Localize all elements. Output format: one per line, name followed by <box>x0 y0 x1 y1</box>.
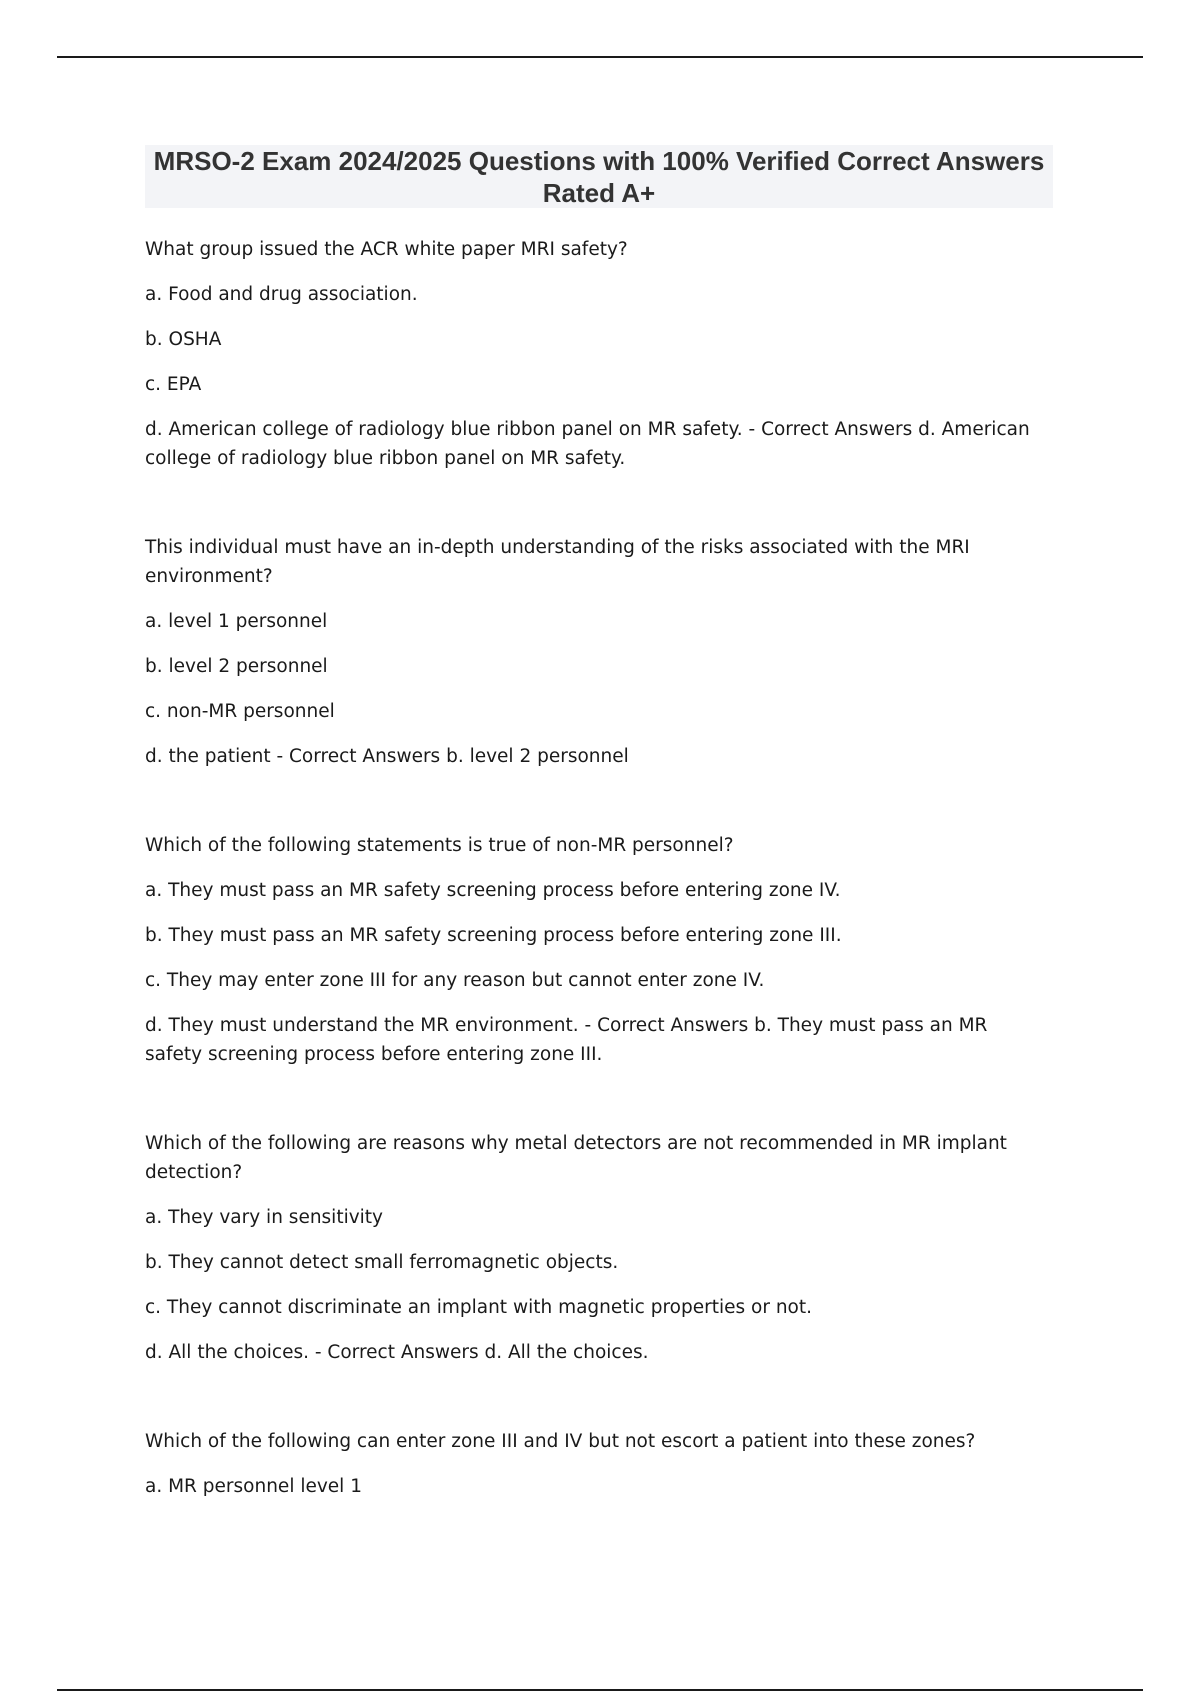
question-text: Which of the following statements is true of non-MR personnel? <box>145 835 734 856</box>
question-block <box>145 1427 1045 1501</box>
answer-option-with-correct-answer: d. American college of radiology blue ribbon panel on MR safety. - Correct Answers d. American college of radiology blue ribbon panel on MR safety. <box>145 419 1030 469</box>
question-text: What group issued the ACR white paper MRI safety? <box>145 239 628 260</box>
document-title: MRSO-2 Exam 2024/2025 Questions with 100% Verified Correct Answers Rated A+ <box>145 145 1053 208</box>
answer-option: a. They must pass an MR safety screening process before entering zone IV. <box>145 880 841 901</box>
question-text: This individual must have an in-depth understanding of the risks associated with the MRI environment? <box>145 537 970 587</box>
answer-option: b. They must pass an MR safety screening process before entering zone III. <box>145 925 842 946</box>
question-list <box>145 235 1045 1561</box>
question-text: Which of the following can enter zone III and IV but not escort a patient into these zones? <box>145 1431 976 1452</box>
answer-option: b. OSHA <box>145 329 222 350</box>
answer-option: a. MR personnel level 1 <box>145 1476 362 1497</box>
answer-option: c. They may enter zone III for any reason but cannot enter zone IV. <box>145 970 765 991</box>
footer-rule <box>57 1689 1143 1691</box>
question-block <box>145 235 1045 473</box>
answer-option: a. Food and drug association. <box>145 284 418 305</box>
answer-option-with-correct-answer: d. the patient - Correct Answers b. level 2 personnel <box>145 746 629 767</box>
answer-option: a. level 1 personnel <box>145 611 328 632</box>
header-rule <box>57 56 1143 58</box>
question-block <box>145 533 1045 771</box>
answer-option: b. level 2 personnel <box>145 656 328 677</box>
answer-option-with-correct-answer: d. All the choices. - Correct Answers d. All the choices. <box>145 1342 649 1363</box>
answer-option: a. They vary in sensitivity <box>145 1207 384 1228</box>
answer-option: c. EPA <box>145 374 202 395</box>
question-text: Which of the following are reasons why metal detectors are not recommended in MR implant detection? <box>145 1133 1007 1183</box>
answer-option: c. They cannot discriminate an implant with magnetic properties or not. <box>145 1297 812 1318</box>
question-block <box>145 831 1045 1069</box>
question-block <box>145 1129 1045 1367</box>
answer-option-with-correct-answer: d. They must understand the MR environment. - Correct Answers b. They must pass an MR safety screening process before entering zone III. <box>145 1015 988 1065</box>
answer-option: c. non-MR personnel <box>145 701 335 722</box>
answer-option: b. They cannot detect small ferromagnetic objects. <box>145 1252 619 1273</box>
